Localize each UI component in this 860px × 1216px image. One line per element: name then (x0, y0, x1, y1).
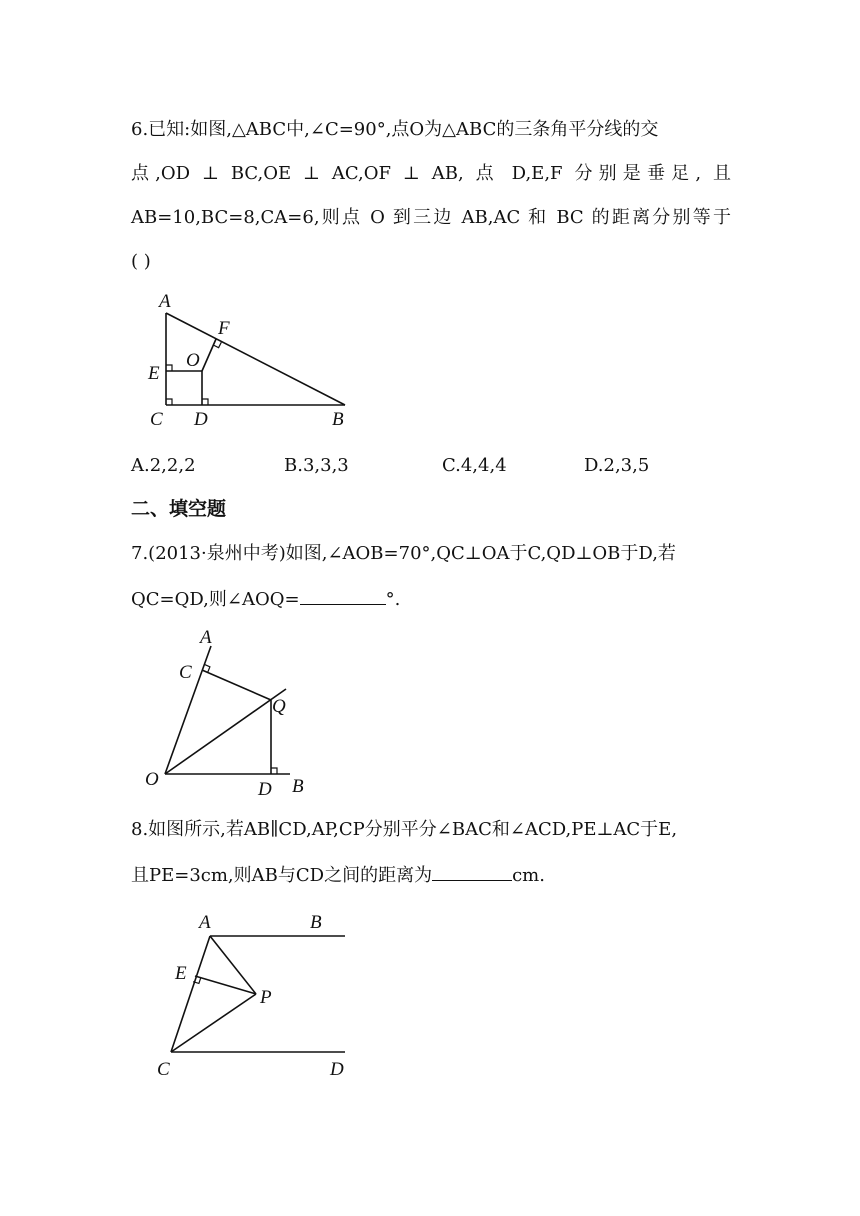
q6-label-e: E (148, 363, 160, 384)
q6-line-4: ( ) (131, 251, 151, 272)
q7-label-a: A (200, 627, 212, 648)
q6-label-b: B (332, 409, 344, 430)
q7-line-1: 7.(2013·泉州中考)如图,∠AOB=70°,QC⊥OA于C,QD⊥OB于D,若 (131, 543, 676, 564)
q7-label-o: O (145, 769, 159, 790)
q7-label-b: B (292, 776, 304, 797)
q8-line-2-suffix: cm. (512, 865, 545, 886)
q6-option-a: A.2,2,2 (131, 455, 196, 476)
q6-option-c: C.4,4,4 (442, 455, 507, 476)
q6-label-a: A (159, 291, 171, 312)
q6-line-3: AB=10,BC=8,CA=6,则点 O 到三边 AB,AC 和 BC 的距离分别等于 (131, 207, 731, 228)
q6-line-2: 点,OD ⊥ BC,OE ⊥ AC,OF ⊥ AB, 点 D,E,F 分别是垂足, 且 (131, 163, 731, 184)
q8-line-1: 8.如图所示,若AB∥CD,AP,CP分别平分∠BAC和∠ACD,PE⊥AC于E, (131, 819, 678, 840)
q8-label-e: E (175, 963, 187, 984)
q8-label-b: B (310, 912, 322, 933)
q7-label-c: C (179, 662, 192, 683)
q6-label-o: O (186, 350, 200, 371)
q6-option-b: B.3,3,3 (284, 455, 349, 476)
q6-line-1: 6.已知:如图,△ABC中,∠C=90°,点O为△ABC的三条角平分线的交 (131, 119, 659, 140)
q8-segment-ac (171, 936, 210, 1052)
q8-segment-pe (195, 976, 256, 994)
q7-label-d: D (258, 779, 272, 800)
q8-line-2-prefix: 且PE=3cm,则AB与CD之间的距离为 (131, 865, 433, 886)
q8-label-p: P (260, 987, 272, 1008)
q8-label-a: A (199, 912, 211, 933)
q7-line-2-prefix: QC=QD,则∠AOQ= (131, 589, 300, 610)
q8-label-c: C (157, 1059, 170, 1080)
q7-line-2-suffix: °. (385, 589, 401, 610)
q8-segment-cp (171, 994, 256, 1052)
q6-option-d: D.2,3,5 (584, 455, 650, 476)
q8-label-d: D (330, 1059, 344, 1080)
q6-label-f: F (218, 318, 230, 339)
section-title: 二、填空题 (131, 498, 227, 520)
q7-label-q: Q (272, 696, 286, 717)
q6-label-c: C (150, 409, 163, 430)
q6-label-d: D (194, 409, 208, 430)
q8-segment-ap (210, 936, 256, 994)
